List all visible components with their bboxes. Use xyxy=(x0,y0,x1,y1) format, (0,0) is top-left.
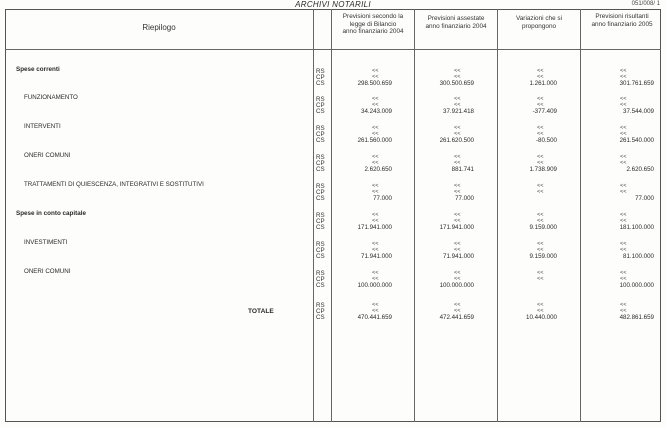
row-code: CS xyxy=(316,108,325,116)
cell-value: 37.921.418 xyxy=(443,108,474,116)
row-code: CP xyxy=(316,131,325,139)
column-header: Previsioni secondo la legge di Bilancio anno finanziario 2004 xyxy=(342,13,404,36)
less-than-marker: << xyxy=(620,218,627,225)
cell-value: 71.941.000 xyxy=(361,253,392,261)
cell-value: 482.861.659 xyxy=(619,314,654,322)
less-than-marker: << xyxy=(537,308,544,315)
cell-value: 100.000.000 xyxy=(357,282,392,290)
cell-value: 470.441.659 xyxy=(357,314,392,322)
row-code: CS xyxy=(316,314,325,322)
cell-value: 298.500.659 xyxy=(357,80,392,88)
row-code: RS xyxy=(316,68,325,75)
less-than-marker: << xyxy=(454,276,461,283)
less-than-marker: << xyxy=(454,131,461,138)
cell-value: 261.540.000 xyxy=(619,137,654,145)
less-than-marker: << xyxy=(372,302,379,308)
less-than-marker: << xyxy=(454,96,461,102)
cell-value: 2.620.650 xyxy=(626,166,654,174)
column-divider xyxy=(580,9,581,422)
less-than-marker: << xyxy=(372,270,379,276)
less-than-marker: << xyxy=(620,247,627,254)
row-code: CP xyxy=(316,218,325,226)
row-code: CS xyxy=(316,137,325,145)
less-than-marker: << xyxy=(454,68,461,74)
row-label: INVESTIMENTI xyxy=(24,239,68,246)
row-code: RS xyxy=(316,96,325,103)
row-code: CS xyxy=(316,253,325,261)
less-than-marker: << xyxy=(537,302,544,308)
less-than-marker: << xyxy=(620,270,627,276)
less-than-marker: << xyxy=(537,131,544,138)
less-than-marker: << xyxy=(372,68,379,74)
row-label: Spese in conto capitale xyxy=(16,210,86,217)
less-than-marker: << xyxy=(620,276,627,283)
row-code: CS xyxy=(316,80,325,88)
less-than-marker: << xyxy=(454,183,461,189)
row-code: RS xyxy=(316,183,325,190)
row-label: Spese correnti xyxy=(16,66,60,73)
row-code: CP xyxy=(316,102,325,110)
riepilogo-heading: Riepilogo xyxy=(142,23,176,32)
row-code: RS xyxy=(316,154,325,161)
less-than-marker: << xyxy=(537,125,544,131)
less-than-marker: << xyxy=(537,241,544,247)
less-than-marker: << xyxy=(620,68,627,74)
less-than-marker: << xyxy=(372,125,379,131)
document-code: 051/008/ 1 xyxy=(631,1,660,7)
cell-value: -377.409 xyxy=(532,108,557,116)
less-than-marker: << xyxy=(372,183,379,189)
less-than-marker: << xyxy=(454,189,461,196)
less-than-marker: << xyxy=(454,154,461,160)
cell-value: 9.159.000 xyxy=(529,253,557,261)
row-label: ONERI COMUNI xyxy=(24,268,71,275)
less-than-marker: << xyxy=(454,102,461,109)
less-than-marker: << xyxy=(537,160,544,167)
cell-value: -80.500 xyxy=(536,137,557,145)
less-than-marker: << xyxy=(620,102,627,109)
less-than-marker: << xyxy=(372,212,379,218)
cell-value: 881.741 xyxy=(451,166,474,174)
less-than-marker: << xyxy=(454,308,461,315)
row-code: CP xyxy=(316,74,325,82)
cell-value: 2.620.650 xyxy=(364,166,392,174)
cell-value: 77.000 xyxy=(373,195,392,203)
less-than-marker: << xyxy=(372,247,379,254)
less-than-marker: << xyxy=(372,276,379,283)
cell-value: 171.941.000 xyxy=(357,224,392,232)
less-than-marker: << xyxy=(620,160,627,167)
less-than-marker: << xyxy=(620,154,627,160)
row-code: CS xyxy=(316,195,325,203)
less-than-marker: << xyxy=(372,189,379,196)
row-code: CP xyxy=(316,247,325,255)
cell-value: 1.261.000 xyxy=(529,80,557,88)
table-frame xyxy=(5,9,661,422)
cell-value: 171.941.000 xyxy=(439,224,474,232)
less-than-marker: << xyxy=(372,102,379,109)
cell-value: 37.544.009 xyxy=(623,108,654,116)
cell-value: 100.000.000 xyxy=(439,282,474,290)
less-than-marker: << xyxy=(454,218,461,225)
less-than-marker: << xyxy=(620,212,627,218)
document-title: ARCHIVI NOTARILI xyxy=(295,0,371,9)
row-code: RS xyxy=(316,125,325,132)
less-than-marker: << xyxy=(620,125,627,131)
cell-value: 472.441.659 xyxy=(439,314,474,322)
less-than-marker: << xyxy=(537,189,544,196)
row-code: RS xyxy=(316,302,325,309)
row-label: FUNZIONAMENTO xyxy=(24,94,78,101)
less-than-marker: << xyxy=(620,302,627,308)
cell-value: 9.159.000 xyxy=(529,224,557,232)
cell-value: 261.620.500 xyxy=(439,137,474,145)
less-than-marker: << xyxy=(537,74,544,81)
less-than-marker: << xyxy=(454,74,461,81)
less-than-marker: << xyxy=(620,183,627,189)
row-label: TRATTAMENTI DI QUIESCENZA, INTEGRATIVI E SOSTITUTIVI xyxy=(24,181,204,188)
less-than-marker: << xyxy=(537,212,544,218)
less-than-marker: << xyxy=(454,247,461,254)
cell-value: 301.761.659 xyxy=(619,80,654,88)
column-header: Variazioni che si propongono xyxy=(515,15,563,30)
less-than-marker: << xyxy=(454,270,461,276)
less-than-marker: << xyxy=(620,131,627,138)
row-code: CP xyxy=(316,160,325,168)
less-than-marker: << xyxy=(620,308,627,315)
less-than-marker: << xyxy=(537,102,544,109)
cell-value: 261.560.000 xyxy=(357,137,392,145)
less-than-marker: << xyxy=(537,183,544,189)
column-divider xyxy=(414,9,415,422)
row-code: RS xyxy=(316,212,325,219)
row-code: CS xyxy=(316,224,325,232)
column-header: Previsioni risultanti anno finanziario 2005 xyxy=(591,13,653,28)
less-than-marker: << xyxy=(372,241,379,247)
cell-value: 77.000 xyxy=(635,195,654,203)
less-than-marker: << xyxy=(454,125,461,131)
less-than-marker: << xyxy=(620,241,627,247)
cell-value: 34.243.009 xyxy=(361,108,392,116)
column-divider xyxy=(313,9,314,422)
less-than-marker: << xyxy=(620,189,627,196)
less-than-marker: << xyxy=(537,276,544,283)
cell-value: 100.000.000 xyxy=(619,282,654,290)
row-code: RS xyxy=(316,270,325,277)
row-code: RS xyxy=(316,241,325,248)
less-than-marker: << xyxy=(454,160,461,167)
less-than-marker: << xyxy=(537,154,544,160)
less-than-marker: << xyxy=(372,308,379,315)
header-divider xyxy=(5,49,661,50)
row-code: CP xyxy=(316,276,325,284)
less-than-marker: << xyxy=(620,96,627,102)
cell-value: 300.500.659 xyxy=(439,80,474,88)
cell-value: 181.100.000 xyxy=(619,224,654,232)
cell-value: 71.941.000 xyxy=(443,253,474,261)
less-than-marker: << xyxy=(372,96,379,102)
less-than-marker: << xyxy=(454,302,461,308)
less-than-marker: << xyxy=(372,74,379,81)
column-header: Previsioni assestate anno finanziario 2004 xyxy=(425,15,487,30)
row-code: CS xyxy=(316,166,325,174)
less-than-marker: << xyxy=(372,131,379,138)
less-than-marker: << xyxy=(537,247,544,254)
row-code: CP xyxy=(316,308,325,316)
row-code: CP xyxy=(316,189,325,197)
cell-value: 1.738.909 xyxy=(529,166,557,174)
row-label: INTERVENTI xyxy=(24,123,61,130)
less-than-marker: << xyxy=(620,74,627,81)
cell-value: 10.440.000 xyxy=(526,314,557,322)
less-than-marker: << xyxy=(372,218,379,225)
cell-value: 77.000 xyxy=(455,195,474,203)
less-than-marker: << xyxy=(537,96,544,102)
column-divider xyxy=(497,9,498,422)
less-than-marker: << xyxy=(372,160,379,167)
cell-value: 81.100.000 xyxy=(623,253,654,261)
less-than-marker: << xyxy=(537,270,544,276)
total-label: TOTALE xyxy=(248,308,274,315)
less-than-marker: << xyxy=(537,68,544,74)
less-than-marker: << xyxy=(372,154,379,160)
less-than-marker: << xyxy=(454,241,461,247)
row-code: CS xyxy=(316,282,325,290)
less-than-marker: << xyxy=(537,218,544,225)
row-label: ONERI COMUNI xyxy=(24,152,71,159)
column-divider xyxy=(331,9,332,422)
less-than-marker: << xyxy=(454,212,461,218)
